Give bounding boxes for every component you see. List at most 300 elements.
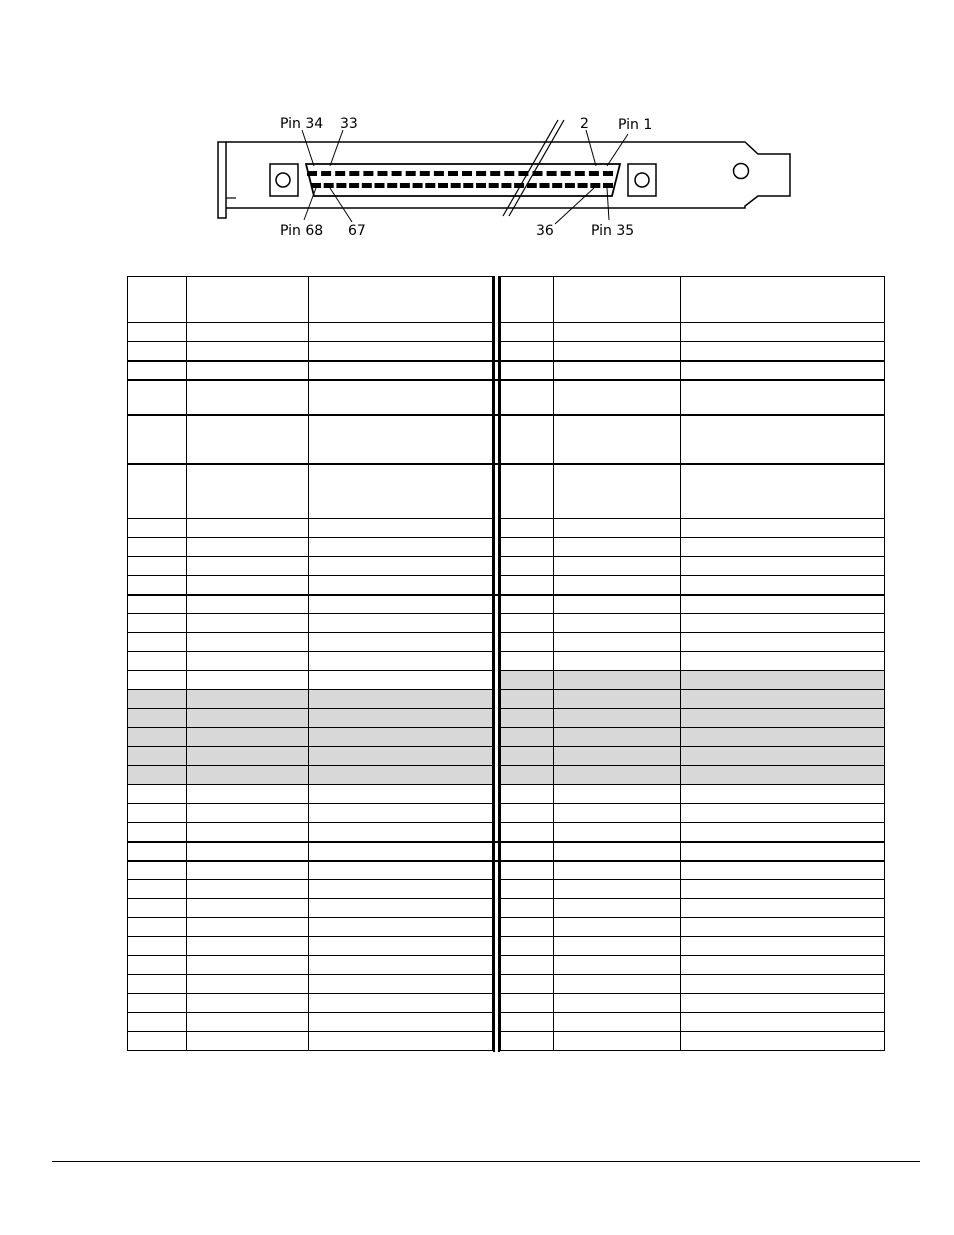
pin-pad-top [420, 171, 430, 176]
table-cell [681, 464, 885, 519]
table-cell [128, 557, 187, 576]
table-cell [501, 671, 554, 690]
table-cell [187, 361, 309, 380]
table-cell [128, 747, 187, 766]
table-cell [681, 415, 885, 464]
pin-pad-bottom [349, 183, 359, 188]
table-cell [187, 415, 309, 464]
table-divider [493, 899, 501, 918]
table-row [128, 937, 885, 956]
table-cell [681, 342, 885, 361]
pin-pad-bottom [603, 183, 613, 188]
mounting-hole [734, 164, 749, 179]
table-cell [128, 880, 187, 899]
break-line-2 [509, 120, 564, 216]
pin-pad-top [547, 171, 557, 176]
table-cell [309, 1032, 493, 1051]
table-row [128, 747, 885, 766]
leader-pin67 [330, 188, 352, 222]
pin-pad-bottom [565, 183, 575, 188]
table-cell [501, 899, 554, 918]
table-cell [554, 747, 681, 766]
table-divider [493, 614, 501, 633]
table-row [128, 323, 885, 342]
table-cell [187, 380, 309, 415]
table-divider [493, 323, 501, 342]
table-cell [187, 323, 309, 342]
pin-pad-bottom [336, 183, 346, 188]
table-cell [681, 842, 885, 861]
right-screw-block [628, 164, 656, 196]
table-cell [554, 614, 681, 633]
table-cell [681, 557, 885, 576]
table-cell [187, 557, 309, 576]
table-divider [493, 880, 501, 899]
table-cell [554, 823, 681, 842]
table-cell [681, 861, 885, 880]
table-cell [309, 633, 493, 652]
table-divider [493, 361, 501, 380]
pin-pad-bottom [540, 183, 550, 188]
table-cell [681, 576, 885, 595]
table-divider [493, 937, 501, 956]
table-row [128, 342, 885, 361]
table-divider [493, 652, 501, 671]
table-divider [493, 785, 501, 804]
table-cell [554, 415, 681, 464]
table-cell [128, 1032, 187, 1051]
leader-pin34 [302, 130, 314, 166]
table-cell [681, 785, 885, 804]
table-cell [554, 519, 681, 538]
right-screw-block-bevel [628, 164, 656, 196]
table-header-cell [554, 277, 681, 323]
table-row [128, 1032, 885, 1051]
table-row [128, 728, 885, 747]
table-cell [187, 956, 309, 975]
table-cell [187, 975, 309, 994]
label-pin-33: 33 [340, 116, 358, 132]
pin-pad-bottom [527, 183, 537, 188]
pin-pad-bottom [552, 183, 562, 188]
table-cell [187, 464, 309, 519]
table-header-cell [309, 277, 493, 323]
table-cell [187, 1032, 309, 1051]
table-cell [187, 519, 309, 538]
table-row [128, 861, 885, 880]
table-cell [681, 671, 885, 690]
table-cell [501, 464, 554, 519]
table-divider [493, 956, 501, 975]
table-row [128, 415, 885, 464]
table-cell [128, 994, 187, 1013]
pin-pad-top [392, 171, 402, 176]
table-cell [309, 804, 493, 823]
table-cell [554, 1032, 681, 1051]
table-cell [128, 918, 187, 937]
pin-pad-top [378, 171, 388, 176]
pin-pad-top [363, 171, 373, 176]
table-cell [128, 709, 187, 728]
table-cell [681, 709, 885, 728]
table-cell [309, 614, 493, 633]
table-cell [554, 785, 681, 804]
table-cell [187, 1013, 309, 1032]
pin-pad-bottom [425, 183, 435, 188]
table-cell [501, 614, 554, 633]
table-header-row [128, 277, 885, 323]
footer-rule [52, 1161, 920, 1162]
table-cell [554, 652, 681, 671]
table-divider [493, 747, 501, 766]
label-pin-2: 2 [580, 116, 589, 132]
table-cell [187, 937, 309, 956]
leader-pin2 [586, 130, 596, 166]
table-cell [554, 1013, 681, 1032]
table-row [128, 380, 885, 415]
table-cell [128, 728, 187, 747]
table-cell [681, 747, 885, 766]
table-divider [493, 766, 501, 785]
pin-pad-top [589, 171, 599, 176]
table-cell [554, 557, 681, 576]
table-row [128, 633, 885, 652]
table-row [128, 538, 885, 557]
table-row [128, 464, 885, 519]
table-cell [681, 766, 885, 785]
table-cell [309, 342, 493, 361]
table-cell [309, 361, 493, 380]
table-divider [493, 633, 501, 652]
table-cell [309, 728, 493, 747]
table-cell [501, 595, 554, 614]
table-cell [554, 595, 681, 614]
table-cell [128, 937, 187, 956]
table-cell [681, 975, 885, 994]
table-cell [187, 728, 309, 747]
label-pin-34: Pin 34 [280, 116, 324, 132]
table-cell [309, 880, 493, 899]
table-cell [681, 595, 885, 614]
table-divider [493, 804, 501, 823]
table-row [128, 766, 885, 785]
table-cell [554, 690, 681, 709]
table-row [128, 842, 885, 861]
table-cell [187, 785, 309, 804]
table-row [128, 823, 885, 842]
left-screw-block [270, 164, 298, 196]
table-cell [128, 671, 187, 690]
table-cell [681, 519, 885, 538]
pin-pad-bottom [489, 183, 499, 188]
table-cell [309, 956, 493, 975]
table-cell [128, 899, 187, 918]
table-divider [493, 918, 501, 937]
table-divider [493, 671, 501, 690]
table-divider [493, 415, 501, 464]
table-row [128, 880, 885, 899]
table-cell [187, 614, 309, 633]
connector-shell [306, 164, 620, 196]
pin-assignment-table [127, 276, 885, 1051]
pin-pad-bottom [438, 183, 448, 188]
table-cell [309, 975, 493, 994]
label-pin-35: Pin 35 [591, 223, 635, 239]
table-cell [309, 861, 493, 880]
pin-pad-bottom [578, 183, 588, 188]
table-cell [187, 633, 309, 652]
table-cell [128, 785, 187, 804]
table-divider [493, 557, 501, 576]
table-cell [501, 880, 554, 899]
table-divider [493, 728, 501, 747]
table-cell [309, 464, 493, 519]
table-cell [187, 918, 309, 937]
leader-pin36 [555, 188, 594, 224]
table-cell [187, 690, 309, 709]
table-divider [493, 342, 501, 361]
table-cell [681, 361, 885, 380]
pin-pad-top [434, 171, 444, 176]
table-row [128, 956, 885, 975]
pin-pad-top [462, 171, 472, 176]
pin-pad-bottom [413, 183, 423, 188]
table-cell [554, 880, 681, 899]
table-cell [309, 918, 493, 937]
table-cell [501, 785, 554, 804]
table-cell [554, 899, 681, 918]
table-cell [501, 842, 554, 861]
table-cell [187, 804, 309, 823]
label-pin-67: 67 [348, 223, 366, 239]
table-cell [554, 671, 681, 690]
pin-pad-top [321, 171, 331, 176]
table-cell [187, 595, 309, 614]
table-cell [554, 766, 681, 785]
table-divider [493, 1013, 501, 1032]
table-cell [501, 823, 554, 842]
pin-pad-bottom [387, 183, 397, 188]
table-cell [501, 1032, 554, 1051]
table-cell [128, 842, 187, 861]
table-cell [187, 899, 309, 918]
break-line-1 [503, 120, 558, 216]
table-cell [128, 652, 187, 671]
table-cell [501, 576, 554, 595]
table-row [128, 652, 885, 671]
table-cell [681, 899, 885, 918]
table-cell [501, 861, 554, 880]
pin-pad-top [504, 171, 514, 176]
table-cell [187, 671, 309, 690]
table-divider [493, 464, 501, 519]
table-divider [493, 709, 501, 728]
table-cell [554, 538, 681, 557]
table-divider [493, 842, 501, 861]
label-pin-36: 36 [536, 223, 554, 239]
table-cell [681, 1032, 885, 1051]
pin-pad-bottom [375, 183, 385, 188]
table-cell [501, 728, 554, 747]
table-cell [501, 994, 554, 1013]
table-cell [501, 918, 554, 937]
table-cell [309, 690, 493, 709]
table-cell [187, 538, 309, 557]
table-cell [128, 614, 187, 633]
table-divider [493, 861, 501, 880]
table-header-cell [128, 277, 187, 323]
table-cell [128, 415, 187, 464]
table-cell [501, 633, 554, 652]
table-divider [493, 538, 501, 557]
leader-pin33 [330, 130, 343, 166]
table-cell [187, 342, 309, 361]
table-cell [681, 323, 885, 342]
table-cell [554, 861, 681, 880]
pin-pad-bottom [311, 183, 321, 188]
pin-pad-top [603, 171, 613, 176]
table-cell [554, 842, 681, 861]
label-pin-1: Pin 1 [618, 117, 653, 133]
table-cell [128, 380, 187, 415]
table-row [128, 785, 885, 804]
table-cell [128, 690, 187, 709]
table-row [128, 519, 885, 538]
table-divider [493, 380, 501, 415]
table-row [128, 671, 885, 690]
table-cell [501, 709, 554, 728]
pin-pad-bottom [463, 183, 473, 188]
table-cell [187, 709, 309, 728]
table-cell [128, 323, 187, 342]
table-cell [128, 1013, 187, 1032]
table-cell [309, 519, 493, 538]
table-cell [187, 994, 309, 1013]
table-cell [309, 557, 493, 576]
left-screw [276, 173, 290, 187]
table-cell [309, 595, 493, 614]
pin-row-bottom [311, 183, 613, 188]
table-cell [187, 652, 309, 671]
table-cell [681, 880, 885, 899]
table-cell [128, 766, 187, 785]
table-cell [309, 709, 493, 728]
table-cell [501, 519, 554, 538]
table-cell [309, 1013, 493, 1032]
pin-pad-top [448, 171, 458, 176]
table-row [128, 576, 885, 595]
pin-pad-top [307, 171, 317, 176]
table-cell [187, 747, 309, 766]
table-cell [681, 652, 885, 671]
table-row [128, 918, 885, 937]
table-cell [309, 842, 493, 861]
table-cell [501, 937, 554, 956]
table-cell [309, 785, 493, 804]
table-row [128, 994, 885, 1013]
table-cell [501, 538, 554, 557]
pin-pad-bottom [324, 183, 334, 188]
pin-pad-top [476, 171, 486, 176]
leader-pin1 [607, 134, 628, 166]
table-cell [501, 342, 554, 361]
table-row [128, 361, 885, 380]
table-cell [501, 1013, 554, 1032]
table-cell [128, 538, 187, 557]
right-screw [635, 173, 649, 187]
table-cell [128, 464, 187, 519]
table-cell [501, 380, 554, 415]
table-cell [681, 956, 885, 975]
table-cell [554, 918, 681, 937]
table-cell [681, 823, 885, 842]
pin-pad-bottom [451, 183, 461, 188]
table-cell [128, 956, 187, 975]
table-cell [309, 652, 493, 671]
table-cell [309, 576, 493, 595]
table-row [128, 595, 885, 614]
left-screw-block-bevel [270, 164, 298, 196]
table-cell [309, 671, 493, 690]
table-divider [493, 1032, 501, 1051]
bracket-left-flange [218, 142, 226, 218]
table-row [128, 975, 885, 994]
table-cell [187, 766, 309, 785]
table-cell [554, 804, 681, 823]
pin-pad-top [335, 171, 345, 176]
table-cell [187, 880, 309, 899]
table-cell [128, 519, 187, 538]
table-cell [187, 823, 309, 842]
table-cell [681, 614, 885, 633]
table-cell [554, 576, 681, 595]
table-cell [309, 415, 493, 464]
table-cell [554, 633, 681, 652]
table-cell [128, 576, 187, 595]
table-cell [554, 361, 681, 380]
table-cell [554, 975, 681, 994]
pin-pad-top [490, 171, 500, 176]
table-divider [493, 277, 501, 323]
table-divider [493, 595, 501, 614]
connector-diagram [210, 108, 810, 248]
table-cell [187, 576, 309, 595]
leader-pin35 [607, 188, 609, 220]
table-cell [554, 464, 681, 519]
table-cell [554, 380, 681, 415]
leader-pin68 [304, 188, 316, 220]
table-cell [187, 861, 309, 880]
table-cell [554, 956, 681, 975]
table-cell [309, 323, 493, 342]
table-cell [554, 994, 681, 1013]
table-cell [128, 804, 187, 823]
pin-pad-top [406, 171, 416, 176]
table-divider [493, 576, 501, 595]
table-cell [501, 690, 554, 709]
table-cell [554, 937, 681, 956]
pin-row-top [307, 171, 613, 176]
table-divider [493, 519, 501, 538]
table-row [128, 1013, 885, 1032]
table-cell [554, 323, 681, 342]
table-cell [128, 861, 187, 880]
table-cell [681, 918, 885, 937]
table-cell [128, 823, 187, 842]
pin-pad-top [349, 171, 359, 176]
table-cell [681, 1013, 885, 1032]
table-cell [501, 956, 554, 975]
